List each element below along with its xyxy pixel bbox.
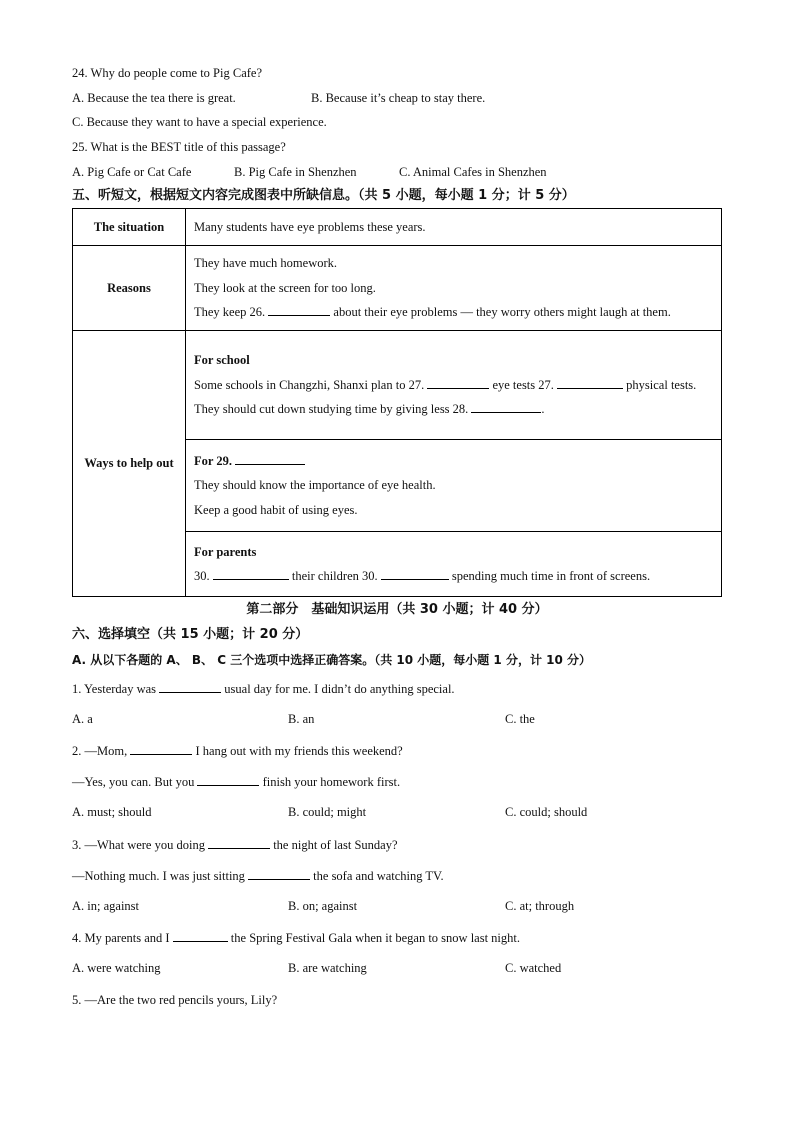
q2-line2 [72, 773, 400, 790]
reason-3-pre: They keep 26. [194, 305, 266, 320]
q25-question: 25. What is the BEST title of this passage? [72, 140, 286, 154]
q1-stem [72, 680, 455, 697]
parents-1-mid: their children 30. [291, 569, 378, 583]
q3-line1-pre: 3. —What were you doing [72, 838, 205, 852]
q1-option-c: C. the [505, 712, 535, 726]
section6-heading: 六、选择填空（共 15 小题；计 20 分） [72, 627, 309, 642]
reason-3-post: about their eye problems — they worry others might laugh at them. [333, 305, 671, 320]
q3-line1 [72, 836, 398, 853]
parents-1 [194, 564, 713, 589]
q5-line1: 5. —Are the two red pencils yours, Lily? [72, 993, 278, 1007]
q24-option-b: B. Because it’s cheap to stay there. [311, 91, 486, 105]
blank-q3b[interactable] [248, 867, 310, 880]
parents-1-pre: 30. [194, 569, 210, 583]
q3-option-c: C. at; through [505, 899, 575, 913]
school-cell [186, 331, 722, 440]
q2-line2-pre: —Yes, you can. But you [72, 775, 195, 789]
q3-line2-post: the sofa and watching TV. [313, 869, 444, 883]
school-1 [194, 373, 713, 398]
q1-pre: 1. Yesterday was [72, 682, 157, 696]
school-1-post: physical tests. [626, 377, 697, 392]
situation-label: The situation [73, 209, 186, 246]
q24-question: 24. Why do people come to Pig Cafe? [72, 66, 263, 80]
q4-post: the Spring Festival Gala when it began to snow last night. [230, 931, 520, 945]
q2-option-a: A. must; should [72, 805, 152, 819]
q3-line2 [72, 867, 444, 884]
part2-heading: 第二部分 基础知识运用（共 30 小题；计 40 分） [246, 602, 548, 617]
situation-cell [186, 209, 722, 246]
q1-option-b: B. an [288, 712, 315, 726]
blank-30b[interactable] [381, 567, 449, 580]
ways-label: Ways to help out [73, 331, 186, 597]
other-2: Keep a good habit of using eyes. [194, 502, 358, 517]
other-title: For 29. [194, 453, 232, 468]
parents-title: For parents [194, 544, 257, 559]
school-1-pre: Some schools in Changzhi, Shanxi plan to 27. [194, 377, 425, 392]
q24-option-a: A. Because the tea there is great. [72, 91, 236, 105]
blank-q4[interactable] [173, 929, 228, 942]
q4-option-c: C. watched [505, 961, 562, 975]
blank-29[interactable] [235, 452, 305, 465]
section5-heading: 五、听短文，根据短文内容完成图表中所缺信息。（共 5 小题，每小题 1 分；计 5 分） [72, 188, 575, 203]
q2-option-c: C. could; should [505, 805, 588, 819]
q3-option-b: B. on; against [288, 899, 358, 913]
q2-option-b: B. could; might [288, 805, 367, 819]
q25-option-a: A. Pig Cafe or Cat Cafe [72, 165, 192, 179]
q2-line1 [72, 742, 403, 759]
section6-sub-a: A. 从以下各题的 A、 B、 C 三个选项中选择正确答案。（共 10 小题，每小题 1 分，计 10 分） [72, 653, 592, 667]
q4-stem [72, 929, 520, 946]
blank-q3a[interactable] [208, 836, 270, 849]
other-1: They should know the importance of eye health. [194, 478, 436, 493]
blank-q1[interactable] [159, 680, 221, 693]
situation-text: Many students have eye problems these years. [194, 219, 426, 234]
reason-3 [194, 300, 713, 325]
school-title: For school [194, 353, 250, 368]
q4-pre: 4. My parents and I [72, 931, 170, 945]
blank-28[interactable] [471, 400, 541, 413]
q2-line1-pre: 2. —Mom, [72, 744, 128, 758]
blank-27a[interactable] [427, 376, 489, 389]
q4-option-b: B. are watching [288, 961, 367, 975]
parents-cell [186, 532, 722, 597]
blank-30a[interactable] [213, 567, 289, 580]
q2-line2-post: finish your homework first. [262, 775, 401, 789]
q4-option-a: A. were watching [72, 961, 161, 975]
school-2-pre: They should cut down studying time by giving less 28. [194, 402, 469, 417]
q25-option-c: C. Animal Cafes in Shenzhen [399, 165, 547, 179]
parents-1-post: spending much time in front of screens. [451, 569, 651, 583]
q1-post: usual day for me. I didn’t do anything special. [224, 682, 455, 696]
q3-line1-post: the night of last Sunday? [273, 838, 398, 852]
reasons-label: Reasons [73, 246, 186, 331]
q2-line1-post: I hang out with my friends this weekend? [195, 744, 403, 758]
reason-2: They look at the screen for too long. [194, 280, 376, 295]
school-2-post: . [541, 402, 545, 417]
reasons-cell [186, 246, 722, 331]
school-2 [194, 397, 713, 422]
other-cell [186, 440, 722, 532]
blank-q2b[interactable] [197, 773, 259, 786]
q24-option-c: C. Because they want to have a special experience. [72, 115, 327, 129]
q25-option-b: B. Pig Cafe in Shenzhen [234, 165, 357, 179]
blank-27b[interactable] [557, 376, 623, 389]
school-1-mid: eye tests 27. [492, 377, 554, 392]
blank-26[interactable] [268, 303, 330, 316]
reason-1: They have much homework. [194, 256, 338, 271]
q3-line2-pre: —Nothing much. I was just sitting [72, 869, 245, 883]
blank-q2a[interactable] [130, 742, 192, 755]
other-title-line [194, 449, 713, 474]
q3-option-a: A. in; against [72, 899, 140, 913]
q1-option-a: A. a [72, 712, 93, 726]
listening-info-table [72, 208, 722, 597]
